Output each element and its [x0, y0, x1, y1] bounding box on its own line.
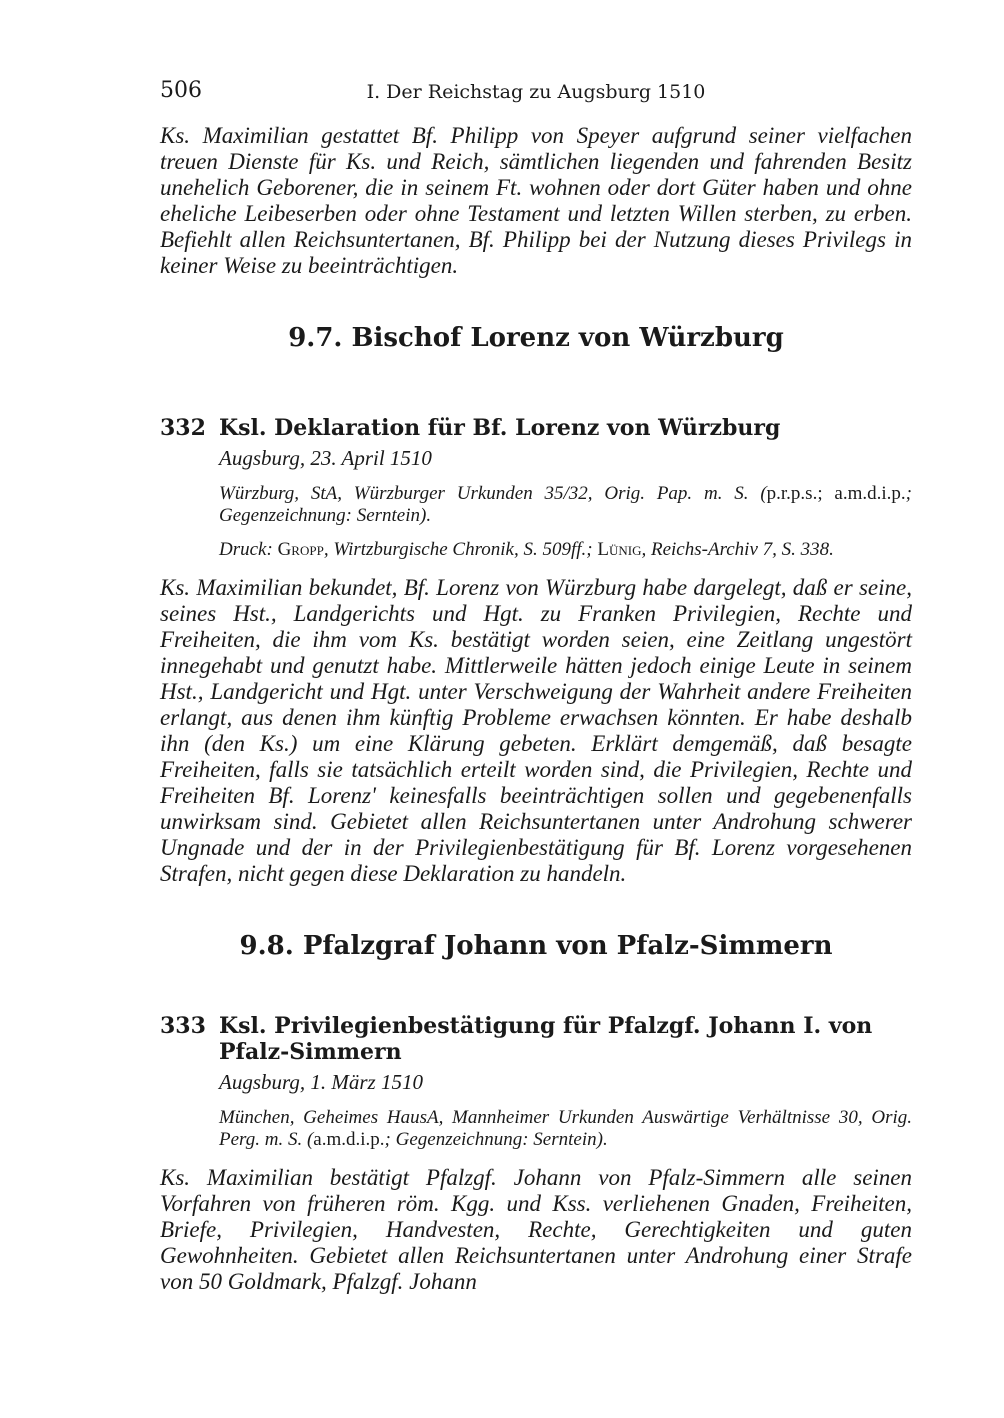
source-text: ; Gegenzeichnung: Serntein). [384, 1129, 608, 1150]
section-heading-9-7: 9.7. Bischof Lorenz von Würzburg [288, 323, 784, 353]
document-abstract: Ks. Maximilian bekundet, Bf. Lorenz von Würzburg habe dargelegt, daß er seine, seines Hst., Landgerichts und Hgt. zu Franken Privilegien, Rechte und Freiheiten, die ihm vom Ks. bestätigt worden seien, eine Zeitlang ungestört innegehabt und genutzt habe. Mittlerweile hätten jedoch einige Leute in seinem Hst., Landgericht und Hgt. unter Verschweigung der Wahrheit andere Freiheiten erlangt, aus denen ihm künftig Probleme erwachsen könnten. Er habe deshalb ihn (den Ks.) um eine Klärung gebeten. Erklärt demgemäß, daß besagte Freiheiten, falls sie tatsächlich erteilt worden sind, die Privilegien, Rechte und Freiheiten Bf. Lorenz' keinesfalls beeinträchtigen sollen und gegebenenfalls unwirksam sind. Gebietet allen Reichsuntertanen unter Androhung schwerer Ungnade und der in der Privilegienbestätigung für Bf. Lorenz vorgesehenen Strafen, nicht gegen diese Deklaration zu handeln. [160, 575, 912, 886]
print-author: Gropp [277, 539, 324, 560]
print-label: Druck: [219, 539, 273, 560]
document-number: 333 [160, 1013, 206, 1039]
running-header-title: I. Der Reichstag zu Augsburg 1510 [366, 81, 706, 103]
source-text: Würzburg, StA, Würzburger Urkunden 35/32, Orig. Pap. m. S. ( [219, 483, 767, 504]
intro-paragraph: Ks. Maximilian gestattet Bf. Philipp von Speyer aufgrund seiner vielfachen treuen Dienste für Ks. und Reich, sämtlichen liegenden und fahrenden Besitz unehelich Geborener, die in seinem Ft. wohnen oder dort Güter haben und ohne eheliche Leibeserben oder ohne Testament und letzten Willen sterben, zu erben. Befiehlt allen Reichsuntertanen, Bf. Philipp bei der Nutzung dieses Privilegs in keiner Weise zu beeinträchtigen. [160, 123, 912, 278]
print-work: , Reichs-Archiv 7, S. 338. [641, 539, 834, 560]
document-number: 332 [160, 415, 206, 441]
archival-source [219, 1107, 912, 1151]
document-abstract: Ks. Maximilian bestätigt Pfalzgf. Johann von Pfalz-Simmern alle seinen Vorfahren von früheren röm. Kgg. und Kss. verliehenen Gnaden, Freiheiten, Briefe, Privilegien, Handvesten, Rechte, Gerechtigkeiten und guten Gewohnheiten. Gebietet allen Reichsuntertanen unter Androhung einer Strafe von 50 Goldmark, Pfalzgf. Johann [160, 1165, 912, 1294]
document-date: Augsburg, 23. April 1510 [219, 446, 432, 470]
document-title: Ksl. Privilegienbestätigung für Pfalzgf. Johann I. von Pfalz-Simmern [219, 1013, 873, 1065]
running-header [160, 78, 912, 108]
print-reference [219, 539, 912, 561]
source-abbreviation: a.m.d.i.p. [313, 1129, 385, 1150]
page-number: 506 [160, 78, 202, 103]
document-page [160, 78, 912, 1295]
document-title: Ksl. Deklaration für Bf. Lorenz von Würzburg [219, 415, 781, 441]
source-text: ; Gegenzeichnung: Serntein). [219, 483, 912, 526]
source-abbreviation: a.m.d.i.p. [834, 483, 906, 504]
document-date: Augsburg, 1. März 1510 [219, 1070, 423, 1094]
section-heading-9-8: 9.8. Pfalzgraf Johann von Pfalz-Simmern [239, 931, 833, 961]
source-text: München, Geheimes HausA, Mannheimer Urkunden Auswärtige Verhältnisse 30, Orig. Perg. m. S. ( [219, 1107, 912, 1150]
document-entry-332-title [160, 415, 912, 441]
document-entry-333-title [160, 1013, 912, 1065]
print-author: Lünig [597, 539, 642, 560]
print-work: , Wirtzburgische Chronik, S. 509ff.; [323, 539, 593, 560]
source-abbreviation: p.r.p.s.; [766, 483, 823, 504]
archival-source [219, 483, 912, 527]
